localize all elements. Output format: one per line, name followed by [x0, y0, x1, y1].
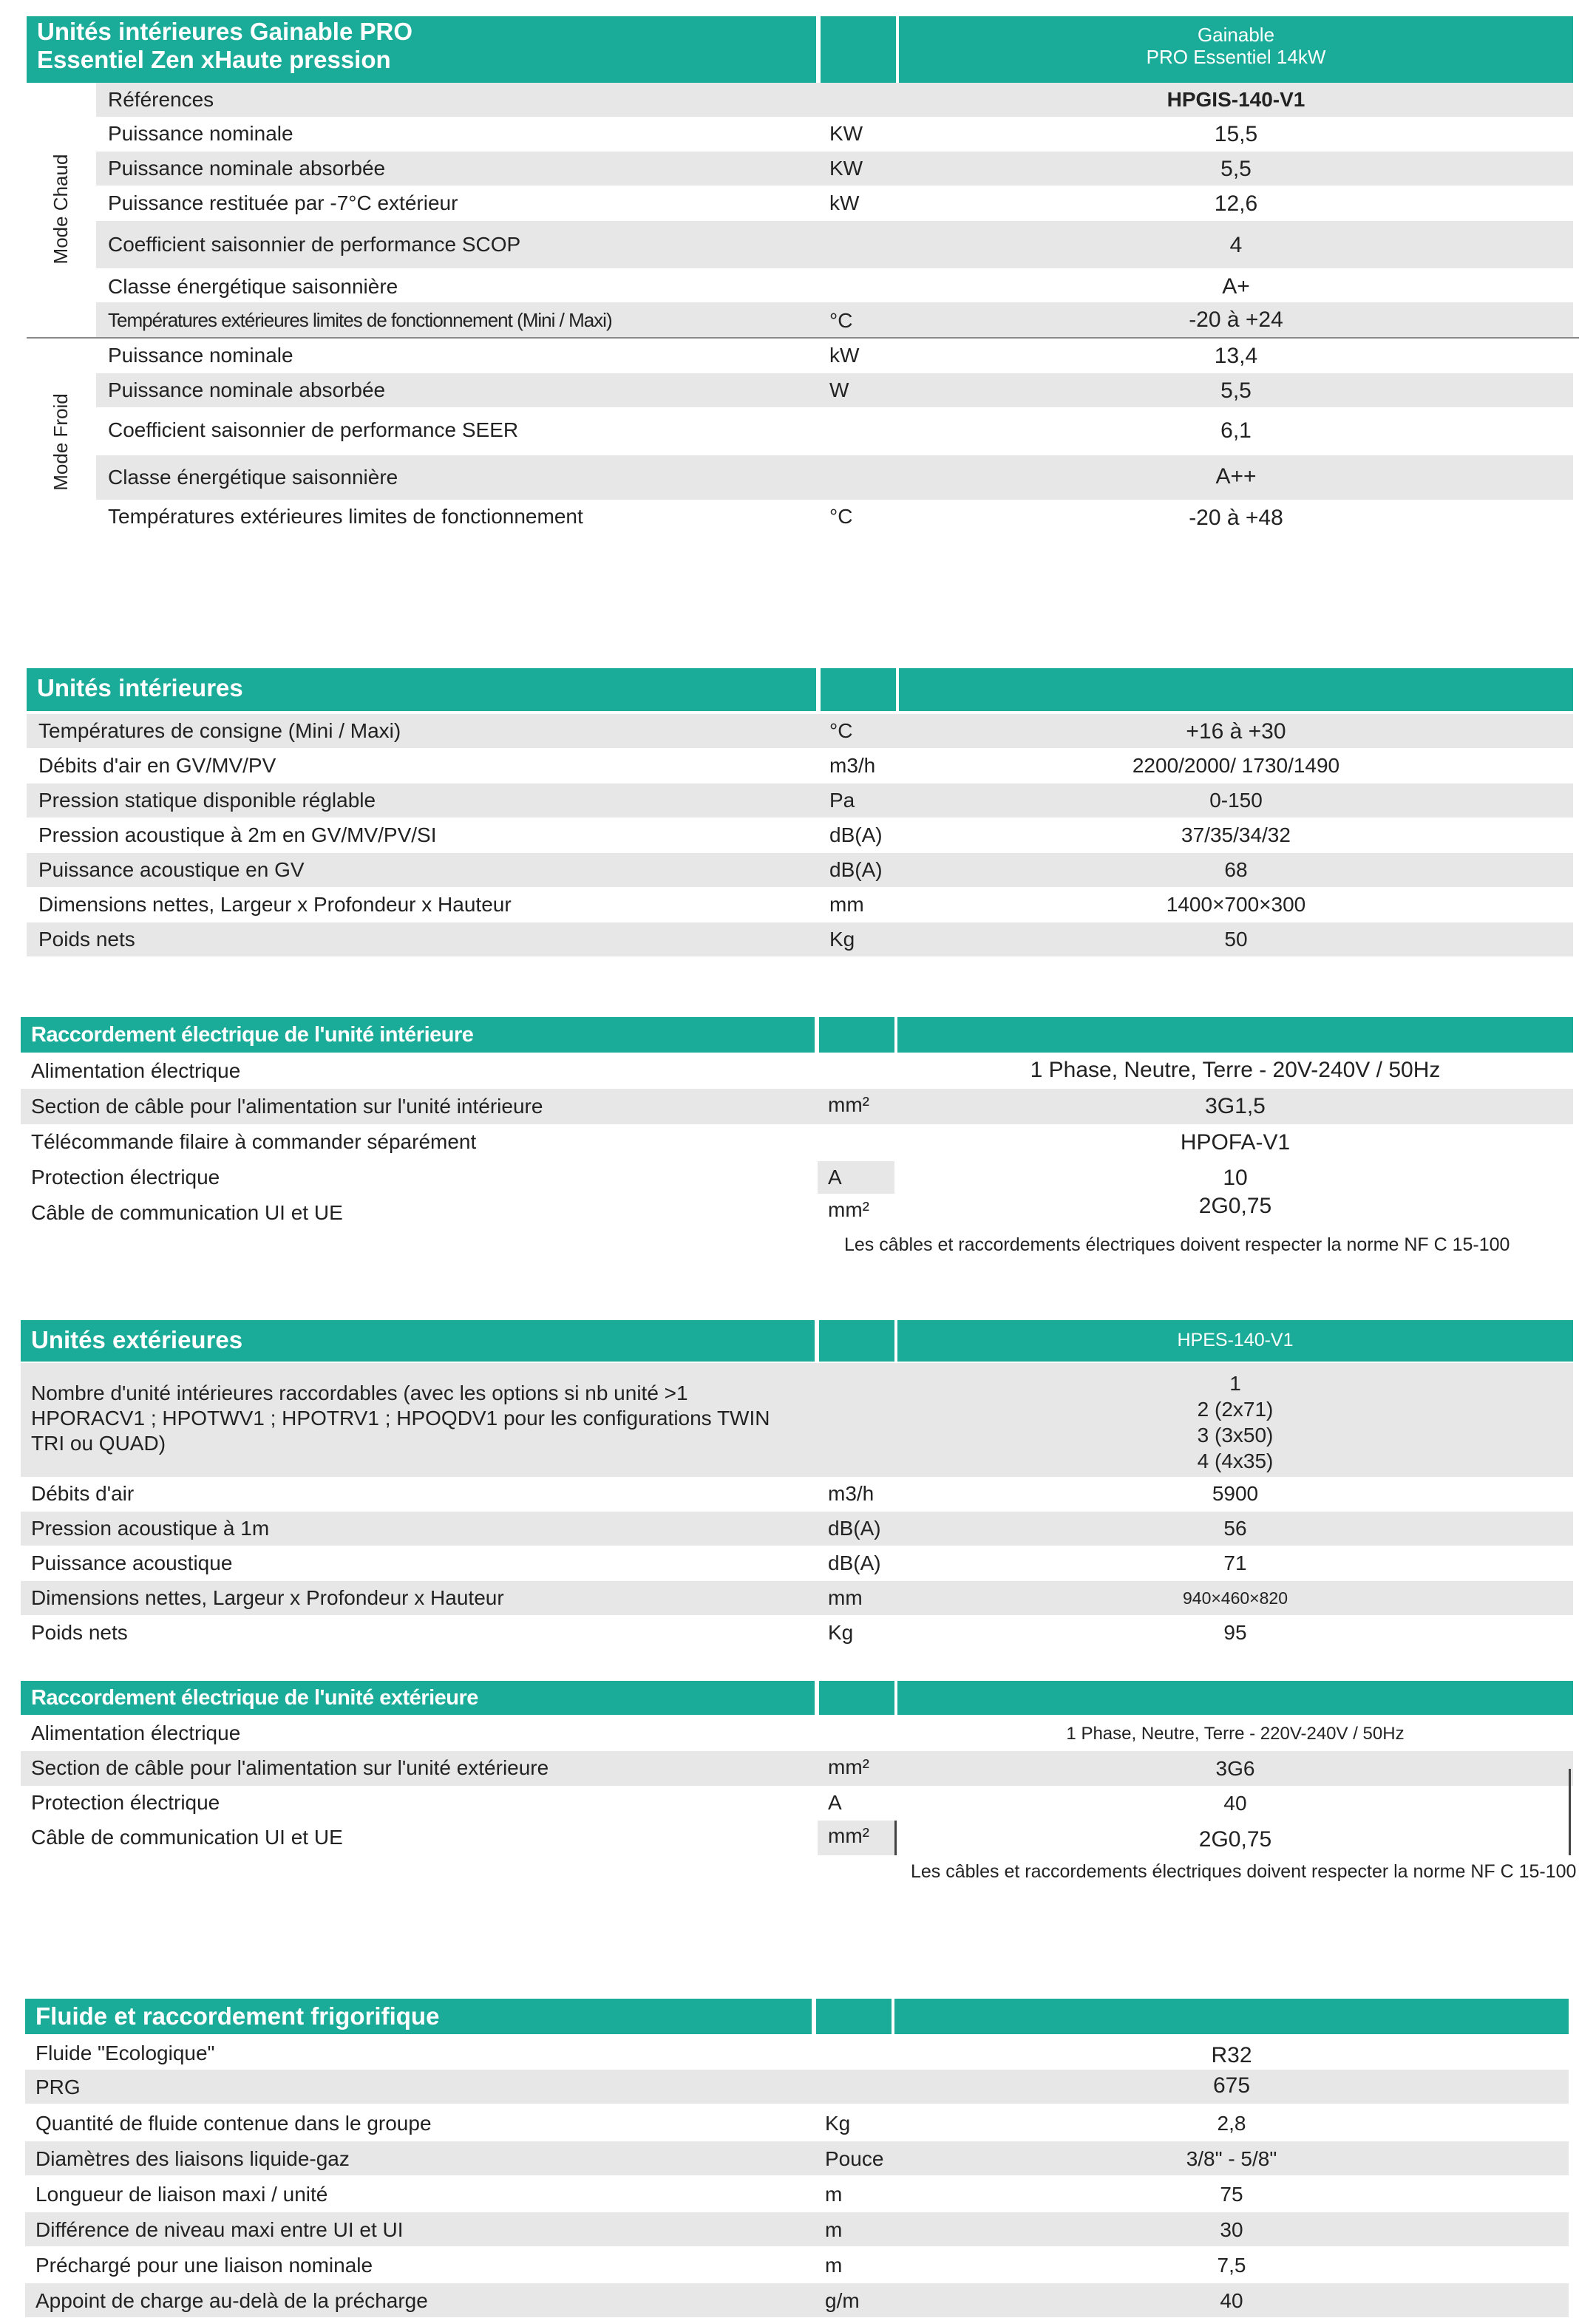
table-row: Puissance nominale absorbée W 5,5: [96, 373, 1573, 407]
table-row: Fluide "Ecologique" R32: [35, 2042, 1252, 2067]
table-row: Câble de communication UI et UE mm² 2G0,75: [21, 1821, 1573, 1855]
table-row: Protection électrique A 10: [21, 1160, 1573, 1195]
unit-header-cell: [819, 1681, 894, 1715]
table-row: Coefficient saisonnier de performance SCOP 4: [96, 221, 1573, 268]
section-header: [0, 1320, 1596, 1362]
unit-header-cell: [819, 1320, 894, 1362]
value-list: 1 2 (2x71) 3 (3x50) 4 (4x35): [1197, 1372, 1274, 1472]
value-header-cell: [899, 668, 1573, 711]
table-row: Pression statique disponible réglable Pa 0-150: [27, 784, 1573, 818]
value-header-cell: [897, 1017, 1573, 1053]
table-row: Classe énergétique saisonnière A+: [108, 274, 1250, 299]
table-row: Dimensions nettes, Largeur x Profondeur x Hauteur mm 940×460×820: [21, 1581, 1573, 1615]
mode-chaud-label: Mode Chaud: [50, 154, 72, 265]
mode-froid-label: Mode Froid: [50, 393, 72, 491]
table-row: Nombre d'unité intérieures raccordables (avec les options si nb unité >1 HPORACV1 ; HPOTWV1 ; HPOTRV1 ; HPOQDV1 pour les configurations TWIN TRI ou QUAD) 1 2 (2x71) 3 (3x50) 4 (4x35): [21, 1363, 1573, 1477]
cell-border: [1569, 1769, 1571, 1855]
table-row: Section de câble pour l'alimentation sur l'unité extérieure mm² 3G6: [21, 1751, 1573, 1786]
table-row: Protection électrique A 40: [31, 1791, 1247, 1815]
section-header: [0, 668, 1596, 711]
section-title: Fluide et raccordement frigorifique: [25, 1999, 812, 2034]
table-row: Dimensions nettes, Largeur x Profondeur x Hauteur mm 1400×700×300: [38, 893, 1306, 916]
section-title: Raccordement électrique de l'unité intérieure: [21, 1017, 815, 1053]
unit-header-cell: [816, 1999, 892, 2034]
table-row: Débits d'air en GV/MV/PV m3/h 2200/2000/ 1730/1490: [38, 754, 1340, 777]
value-header-cell: [897, 1681, 1573, 1715]
cell-border: [894, 1821, 897, 1855]
section-header: [0, 1999, 1596, 2034]
table-row: PRG 675: [25, 2070, 1569, 2104]
table-row: Débits d'air m3/h 5900: [31, 1482, 1259, 1505]
table-row: Préchargé pour une liaison nominale m 7,5: [35, 2254, 1246, 2277]
table-row: Références HPGIS-140-V1: [96, 83, 1573, 117]
table-row: Alimentation électrique 1 Phase, Neutre, Terre - 220V-240V / 50Hz: [31, 1721, 1405, 1744]
table-row: Quantité de fluide contenue dans le groupe Kg 2,8: [35, 2112, 1246, 2135]
section-header: [0, 16, 1596, 83]
table-row: Diamètres des liaisons liquide-gaz Pouce 3/8" - 5/8": [25, 2141, 1569, 2175]
table-row: Puissance acoustique en GV dB(A) 68: [27, 853, 1573, 887]
table-row: Coefficient saisonnier de performance SEER 6,1: [108, 418, 1252, 443]
table-row: Pression acoustique à 1m dB(A) 56: [21, 1512, 1573, 1546]
model-header: HPES-140-V1: [897, 1320, 1573, 1362]
section-title: Unités intérieures Gainable PRO Essentiel Zen xHaute pression: [27, 16, 816, 83]
table-row: Appoint de charge au-delà de la précharge g/m 40: [25, 2283, 1569, 2317]
table-row: Températures de consigne (Mini / Maxi) °C +16 à +30: [27, 714, 1573, 748]
section-header: [0, 1017, 1596, 1053]
section-title: Raccordement électrique de l'unité extérieure: [21, 1681, 815, 1715]
model-header: Gainable PRO Essentiel 14kW: [899, 16, 1573, 83]
electrical-note: Les câbles et raccordements électriques doivent respecter la norme NF C 15-100: [844, 1234, 1510, 1255]
table-row: Poids nets Kg 95: [31, 1621, 1247, 1644]
table-row: Puissance nominale KW 15,5: [108, 122, 1258, 146]
electrical-note: Les câbles et raccordements électriques doivent respecter la norme NF C 15-100: [911, 1861, 1577, 1882]
table-row: Puissance nominale kW 13,4: [108, 344, 1258, 368]
table-row: Températures extérieures limites de fonctionnement (Mini / Maxi) °C -20 à +24: [96, 302, 1573, 337]
table-row: Différence de niveau maxi entre UI et UI m 30: [25, 2212, 1569, 2246]
section-title: Unités extérieures: [21, 1320, 815, 1362]
unit-header-cell: [821, 16, 896, 83]
section-title: Unités intérieures: [27, 668, 816, 711]
table-row: Puissance restituée par -7°C extérieur kW 12,6: [108, 191, 1258, 216]
table-row: Câble de communication UI et UE mm² 2G0,75: [31, 1194, 1272, 1224]
table-row: Puissance nominale absorbée KW 5,5: [96, 152, 1573, 186]
table-row: Températures extérieures limites de fonctionnement °C -20 à +48: [108, 505, 1283, 530]
table-row: Poids nets Kg 50: [27, 922, 1573, 956]
table-row: Classe énergétique saisonnière A++: [96, 455, 1573, 500]
table-row: Longueur de liaison maxi / unité m 75: [35, 2183, 1243, 2206]
table-row: Puissance acoustique dB(A) 71: [31, 1551, 1247, 1574]
unit-header-cell: [821, 668, 896, 711]
table-row: Section de câble pour l'alimentation sur l'unité intérieure mm² 3G1,5: [21, 1089, 1573, 1124]
value-header-cell: [894, 1999, 1569, 2034]
table-row: Alimentation électrique 1 Phase, Neutre, Terre - 20V-240V / 50Hz: [31, 1058, 1441, 1082]
section-header: [0, 1681, 1596, 1715]
unit-header-cell: [819, 1017, 894, 1053]
table-row: Télécommande filaire à commander séparément HPOFA-V1: [31, 1130, 1291, 1155]
table-row: Pression acoustique à 2m en GV/MV/PV/SI dB(A) 37/35/34/32: [38, 823, 1291, 846]
